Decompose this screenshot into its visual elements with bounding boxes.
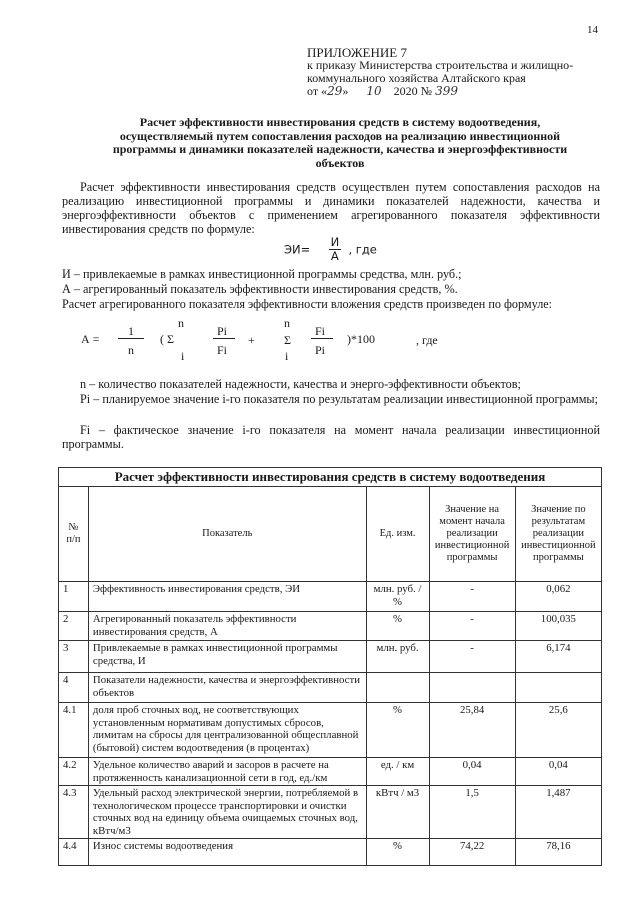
header-unit: Ед. изм.: [366, 487, 429, 582]
definition-a: А – агрегированный показатель эффективности инвестирования средств, %.: [62, 282, 458, 296]
table-title: Расчет эффективности инвестирования средств в систему водоотведения: [59, 468, 602, 487]
handwritten-day: 29: [327, 84, 343, 98]
page-number: 14: [587, 24, 598, 36]
appendix-line-1: к приказу Министерства строительства и жилищно-: [307, 58, 574, 72]
header-result-value: Значение по результатам реализации инвестиционной программы: [515, 487, 601, 582]
header-num: № п/п: [59, 487, 89, 582]
table-row: 4.2 Удельное количество аварий и засоров в расчете на протяженность канализационной сети в год, ед./км ед. / км 0,04 0,04: [59, 758, 602, 786]
table-row: 3 Привлекаемые в рамках инвестиционной программы средства, И млн. руб. - 6,174: [59, 641, 602, 673]
appendix-date-line: от «29» 10 2020 № 399: [307, 84, 459, 98]
table-row: 2 Агрегированный показатель эффективности инвестирования средств, А % - 100,035: [59, 612, 602, 641]
table-row: 1 Эффективность инвестирования средств, ЭИ млн. руб. / % - 0,062: [59, 582, 602, 612]
definition-i: И – привлекаемые в рамках инвестиционной программы средства, млн. руб.;: [62, 267, 462, 281]
legend-pi: Pi – планируемое значение i-го показателя по результатам реализации инвестиционной программы;: [80, 392, 598, 406]
appendix-line-2: коммунального хозяйства Алтайского края: [307, 71, 526, 85]
formula-a: А = 1 n ( Σ n i Pi Fi + n Σ i Fi Pi )*100 , где: [81, 316, 438, 363]
legend-n: n – количество показателей надежности, качества и энерго-эффективности объектов;: [80, 377, 521, 391]
document-title: Расчет эффективности инвестирования средств в систему водоотведения, осуществляемый путем сопоставления расходов на реализацию инвестиционной программы и динамики показателей надежности, качества и энергоэффективности объектов: [112, 115, 568, 170]
table-row: 4.1 доля проб сточных вод, не соответствующих установленным нормативам допустимых сбросов, лимитам на сбросы для централизованной общесплавной (бытовой) систем водоотведения (в процентах) % 25,84 25,6: [59, 703, 602, 758]
handwritten-month: 10: [366, 84, 382, 98]
formula-intro: Расчет агрегированного показателя эффективности вложения средств произведен по формуле:: [62, 297, 553, 311]
intro-paragraph: Расчет эффективности инвестирования средств осуществлен путем сопоставления расходов на реализацию инвестиционной программы и динамики показателей надежности, качества и энергоэффективности объектов с применением агрегированного показателя эффективности инвестирования средств по формуле:: [62, 180, 600, 236]
table-row: 4.3 Удельный расход электрической энергии, потребляемой в технологическом процессе транспортировки и очистки сточных вод на единицу объема очищаемых сточных вод, кВтч/м3 кВтч / м3 1,5 1,487: [59, 786, 602, 839]
formula-ei: ЭИ= $\frac{И}{А}$ , где: [284, 235, 377, 263]
handwritten-number: 399: [435, 84, 459, 98]
table-row: 4 Показатели надежности, качества и энергоэффективности объектов: [59, 673, 602, 703]
table-title-row: [59, 468, 602, 487]
header-start-value: Значение на момент начала реализации инвестиционной программы: [429, 487, 515, 582]
legend-fi: Fi – фактическое значение i-го показателя на момент начала реализации инвестиционной программы.: [62, 423, 600, 451]
appendix-year: 2020 №: [393, 84, 433, 98]
appendix-title: ПРИЛОЖЕНИЕ 7: [307, 45, 407, 60]
table-header-row: [59, 487, 602, 582]
table-row: 4.4 Износ системы водоотведения % 74,22 78,16: [59, 839, 602, 866]
efficiency-table: [58, 467, 602, 866]
header-name: Показатель: [88, 487, 366, 582]
